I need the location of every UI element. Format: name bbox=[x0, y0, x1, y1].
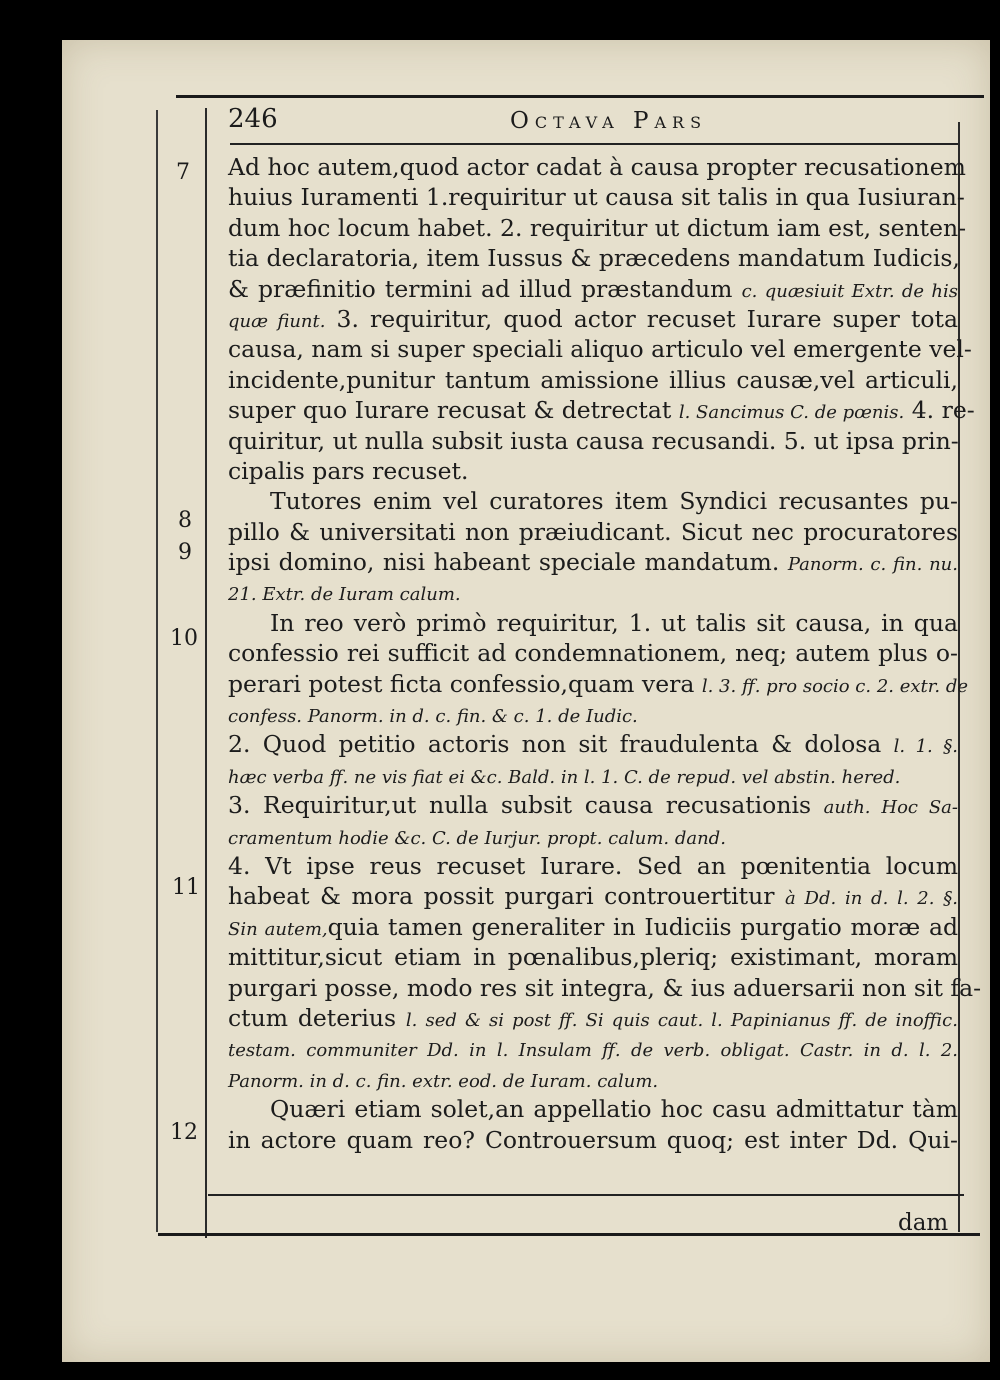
text-line bbox=[228, 699, 958, 729]
header-underline bbox=[230, 143, 958, 145]
margin-rule-inner bbox=[205, 108, 207, 1238]
margin-number: 10 bbox=[170, 626, 198, 651]
citation: l. sed & si post ff. Si quis caut. l. Papinianus ff. de inoffic. bbox=[405, 1009, 958, 1031]
text-line bbox=[228, 395, 975, 425]
line-text: super quo Iurare recusat & detrectat bbox=[228, 396, 672, 425]
text-line bbox=[228, 1064, 958, 1094]
text-line bbox=[228, 1033, 958, 1063]
margin-number: 12 bbox=[170, 1120, 198, 1145]
margin-number: 7 bbox=[176, 160, 190, 185]
line-text: dum hoc locum habet. 2. requiritur ut dictum iam est, senten- bbox=[228, 213, 967, 242]
text-line bbox=[228, 760, 958, 790]
page-number: 246 bbox=[228, 104, 278, 134]
line-text: Ad hoc autem,quod actor cadat à causa propter recusationem bbox=[228, 153, 966, 181]
margin-number: 11 bbox=[172, 875, 200, 900]
line-text: in actore quam reo? Controuersum quoq; est inter Dd. Qui- bbox=[228, 1125, 958, 1154]
citation: auth. Hoc Sa- bbox=[823, 797, 958, 819]
catchword: dam bbox=[898, 1210, 949, 1236]
line-text: Quæri etiam solet,an appellatio hoc casu admittatur tàm bbox=[270, 1095, 958, 1124]
citation: Sin autem, bbox=[228, 918, 328, 940]
citation: l. Sancimus C. de pœnis. bbox=[678, 402, 905, 424]
line-text: huius Iuramenti 1.requiritur ut causa sit talis in qua Iusiuran- bbox=[228, 183, 965, 212]
text-line bbox=[228, 821, 958, 851]
text-line bbox=[228, 912, 958, 942]
text-line bbox=[228, 547, 958, 577]
text-line bbox=[228, 1003, 958, 1033]
citation: cramentum hodie &c. C. de Iurjur. propt. calum. dand. bbox=[228, 827, 726, 849]
text-line bbox=[228, 426, 958, 456]
text-line bbox=[228, 152, 966, 182]
citation: c. quæsiuit Extr. de his bbox=[741, 280, 958, 302]
text-line bbox=[228, 274, 958, 304]
text-line bbox=[228, 973, 982, 1003]
citation: testam. communiter Dd. in l. Insulam ff. de verb. obligat. Castr. in d. l. 2. bbox=[228, 1040, 958, 1062]
citation: confess. Panorm. in d. c. fin. & c. 1. de Iudic. bbox=[228, 706, 638, 728]
text-line bbox=[228, 942, 958, 972]
text-line bbox=[228, 669, 969, 699]
citation: Panorm. c. fin. nu. bbox=[787, 554, 958, 576]
citation: à Dd. in d. l. 2. §. bbox=[785, 888, 958, 910]
text-line bbox=[228, 517, 958, 547]
header-rule bbox=[176, 95, 984, 98]
footer-rule bbox=[208, 1194, 964, 1196]
line-text: & præfinitio termini ad illud præstandum bbox=[228, 274, 733, 303]
citation: l. 3. ff. pro socio c. 2. extr. de bbox=[701, 675, 969, 697]
running-title: Octava Pars bbox=[510, 108, 708, 134]
line-text: perari potest ficta confessio,quam vera bbox=[228, 669, 695, 698]
text-line bbox=[228, 304, 958, 334]
text-line bbox=[228, 1125, 958, 1155]
line-text: tia declaratoria, item Iussus & præcedens mandatum Iudicis, bbox=[228, 244, 960, 273]
text-line bbox=[228, 213, 967, 243]
line-text: causa, nam si super speciali aliquo articulo vel emergente vel- bbox=[228, 335, 972, 364]
line-text: cipalis pars recuset. bbox=[228, 456, 469, 485]
line-text: In reo verò primò requiritur, 1. ut talis sit causa, in qua bbox=[270, 608, 958, 637]
text-line bbox=[228, 881, 958, 911]
line-text: quiritur, ut nulla subsit iusta causa recusandi. 5. ut ipsa prin- bbox=[228, 426, 959, 455]
text-line bbox=[228, 790, 958, 820]
line-text: quia tamen generaliter in Iudiciis purgatio moræ ad bbox=[327, 912, 959, 941]
citation: 21. Extr. de Iuram calum. bbox=[228, 584, 461, 606]
text-line bbox=[228, 729, 958, 759]
line-text: 4. Vt ipse reus recuset Iurare. Sed an pœnitentia locum bbox=[228, 851, 958, 880]
line-text: mittitur,sicut etiam in pœnalibus,pleriq; existimant, moram bbox=[228, 943, 958, 972]
margin-number: 8 bbox=[178, 508, 192, 533]
footer-rule-outer bbox=[158, 1233, 980, 1236]
line-text: purgari posse, modo res sit integra, & ius aduersarii non sit fa- bbox=[228, 973, 982, 1002]
citation: Panorm. in d. c. fin. extr. eod. de Iuram. calum. bbox=[228, 1070, 659, 1092]
line-text: 4. re- bbox=[904, 396, 975, 425]
body-text bbox=[228, 152, 982, 1155]
text-line bbox=[228, 486, 958, 516]
text-line bbox=[228, 608, 958, 638]
citation: quæ fiunt. bbox=[228, 310, 326, 332]
line-text: confessio rei sufficit ad condemnationem, neq; autem plus o- bbox=[228, 639, 958, 668]
text-line bbox=[228, 182, 965, 212]
line-text: pillo & universitati non præiudicant. Sicut nec procuratores bbox=[228, 517, 958, 546]
text-line bbox=[228, 577, 958, 607]
text-line bbox=[228, 851, 958, 881]
citation: hæc verba ff. ne vis fiat ei &c. Bald. in l. 1. C. de repud. vel abstin. hered. bbox=[228, 766, 901, 788]
margin-rule-outer bbox=[156, 110, 158, 1232]
citation: l. 1. §. bbox=[893, 736, 958, 758]
line-text: incidente,punitur tantum amissione illius causæ,vel articuli, bbox=[228, 365, 958, 394]
line-text: 3. Requiritur,ut nulla subsit causa recusationis bbox=[228, 791, 812, 820]
text-line bbox=[228, 334, 972, 364]
line-text: habeat & mora possit purgari controuertitur bbox=[228, 882, 775, 911]
text-line bbox=[228, 1094, 958, 1124]
text-line bbox=[228, 456, 958, 486]
margin-number: 9 bbox=[178, 540, 192, 565]
line-text: 3. requiritur, quod actor recuset Iurare super tota bbox=[325, 304, 958, 333]
text-line bbox=[228, 638, 958, 668]
text-line bbox=[228, 243, 958, 273]
line-text: 2. Quod petitio actoris non sit fraudulenta & dolosa bbox=[228, 730, 882, 759]
line-text: ipsi domino, nisi habeant speciale mandatum. bbox=[228, 548, 780, 577]
line-text: Tutores enim vel curatores item Syndici recusantes pu- bbox=[270, 487, 958, 516]
text-line bbox=[228, 365, 958, 395]
line-text: ctum deterius bbox=[228, 1003, 397, 1032]
